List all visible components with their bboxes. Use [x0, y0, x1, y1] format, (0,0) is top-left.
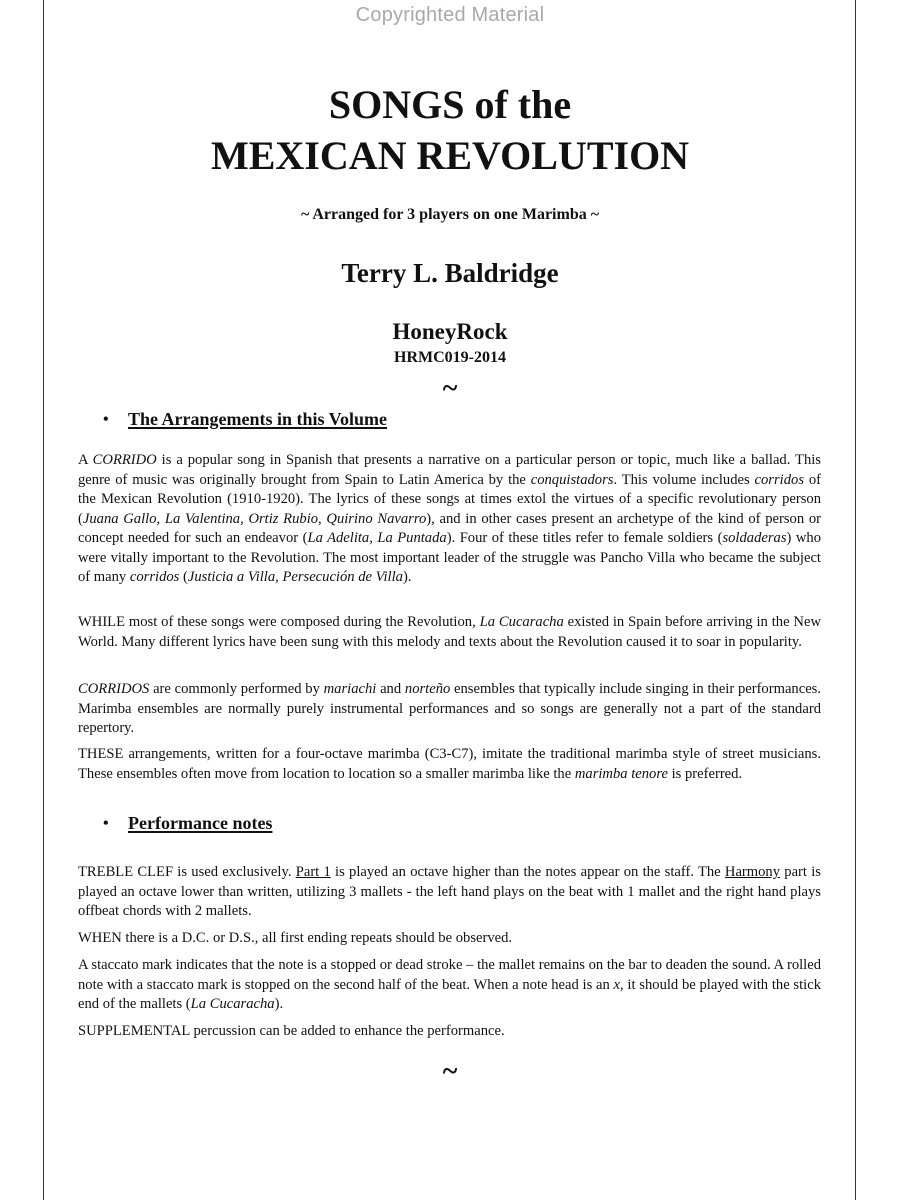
- paragraph-corrido: A CORRIDO is a popular song in Spanish that presents a narrative on a particular person or topic, much like a ballad. This genre of music was originally brought from Spain to Latin America by the conquistadors. This volume includes corridos of the Mexican Revolution (1910-1920). The lyrics of these songs at times extol the virtues of a specific revolutionary person (Juana Gallo, La Valentina, Ortiz Rubio, Quirino Navarro), and in other cases present an archetype of the kind of person or concept needed for such an endeavor (La Adelita, La Puntada). Four of these titles refer to female soldiers (soldaderas) who were vitally important to the Revolution. The most important leader of the struggle was Pancho Villa who became the subject of many corridos (Justicia a Villa, Persecución de Villa).: [78, 452, 822, 585]
- catalog-number: HRMC019-2014: [394, 349, 506, 366]
- separator-tilde-bottom: ~: [442, 1056, 458, 1087]
- title-line-2: MEXICAN REVOLUTION: [210, 133, 690, 178]
- bullet-icon: •: [103, 814, 109, 832]
- paragraph-treble-clef: TREBLE CLEF is used exclusively. Part 1 is played an octave higher than the notes appear on the staff. The Harmony part is played an octave lower than written, utilizing 3 mallets - the left hand plays on the beat with 1 mallet and the right hand plays offbeat chords with 2 mallets.: [78, 864, 821, 919]
- copyright-watermark: Copyrighted Material: [355, 4, 545, 26]
- paragraph-staccato: A staccato mark indicates that the note is a stopped or dead stroke – the mallet remains on the bar to deaden the sound. A rolled note with a staccato mark is stopped on the second half of the beat. When a note head is an x, it should be played with the stick end of the mallets (La Cucaracha).: [78, 957, 821, 1012]
- section-heading-label: The Arrangements in this Volume: [128, 409, 388, 429]
- paragraph-supplemental: SUPPLEMENTAL percussion can be added to enhance the performance.: [78, 1023, 505, 1039]
- publisher-name: HoneyRock: [392, 319, 508, 344]
- paragraph-arrangements: THESE arrangements, written for a four-octave marimba (C3-C7), imitate the traditional marimba style of street musicians. These ensembles often move from location to location so a smaller marimba like the marimba tenore is preferred.: [78, 746, 821, 782]
- page-right-edge: [855, 0, 856, 1200]
- section-heading-performance-notes: [103, 813, 272, 834]
- paragraph-repeats: WHEN there is a D.C. or D.S., all first ending repeats should be observed.: [78, 930, 513, 946]
- paragraph-cucaracha: WHILE most of these songs were composed during the Revolution, La Cucaracha existed in Spain before arriving in the New World. Many different lyrics have been sung with this melody and texts about the Revolution caused it to soar in popularity.: [78, 614, 821, 650]
- subtitle: ~ Arranged for 3 players on one Marimba ~: [300, 206, 600, 223]
- author-name: Terry L. Baldridge: [341, 258, 559, 288]
- page-left-edge: [43, 0, 44, 1200]
- section-heading-arrangements: [103, 409, 387, 430]
- bullet-icon: •: [103, 410, 109, 428]
- section-heading-label: Performance notes: [128, 813, 273, 833]
- paragraph-ensembles: CORRIDOS are commonly performed by mariachi and norteño ensembles that typically include singing in their performances. Marimba ensembles are normally purely instrumental performances and so songs are generally not a part of the standard repertory.: [78, 681, 821, 736]
- separator-tilde-top: ~: [442, 373, 458, 404]
- title-line-1: SONGS of the: [328, 82, 572, 127]
